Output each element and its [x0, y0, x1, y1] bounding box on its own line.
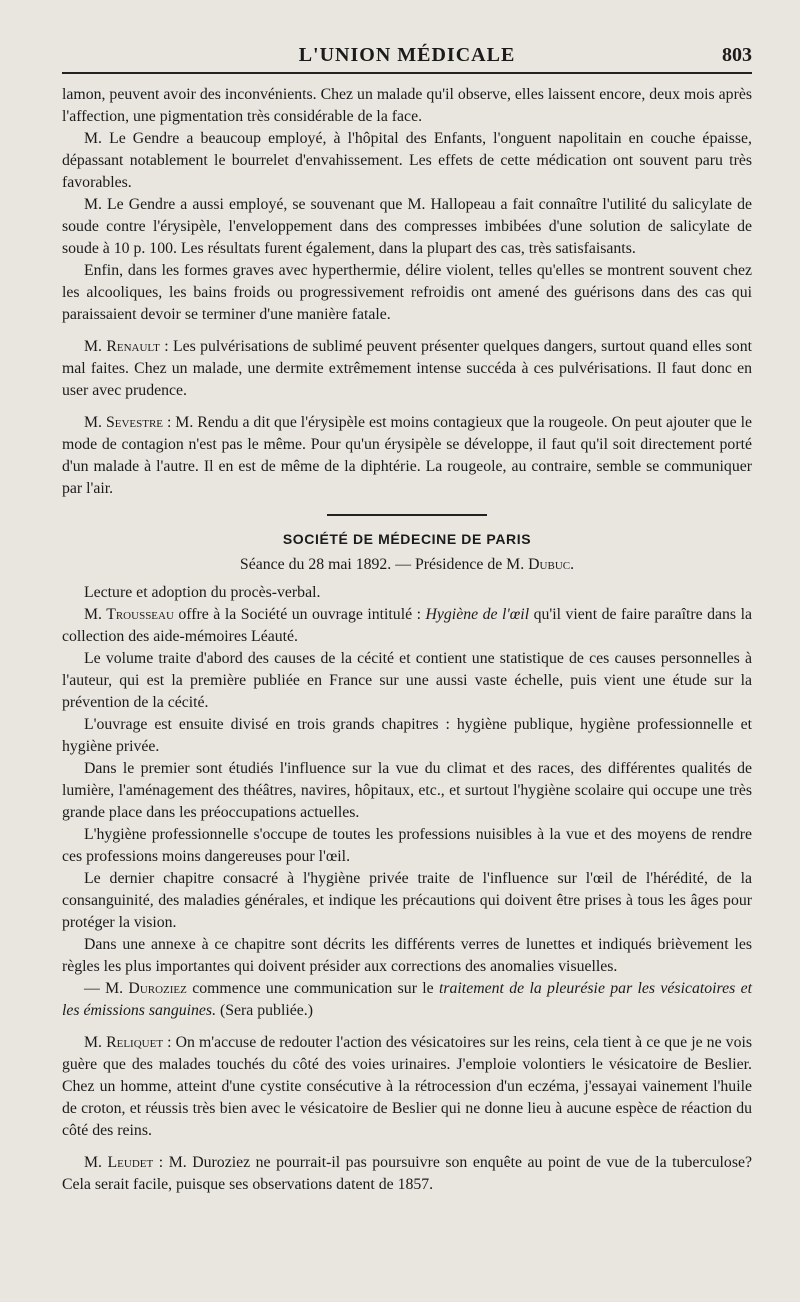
paragraph: M. Le Gendre a beaucoup employé, à l'hôpital des Enfants, l'onguent napolitain en couche épaisse, dépassant notablement le bourrelet d'envahissement. Les effets de cette médication ont souvent paru très favorables.: [62, 130, 752, 191]
paragraph: Enfin, dans les formes graves avec hyperthermie, délire violent, telles qu'elles se montrent souvent chez les alcooliques, les bains froids ou progressivement refroidis ont amené des guérisons dans des cas qui paraissaient devoir se terminer d'une manière fatale.: [62, 262, 752, 323]
paragraph: L'ouvrage est ensuite divisé en trois grands chapitres : hygiène publique, hygiène professionnelle et hygiène privée.: [62, 716, 752, 755]
speaker-name: M. Renault :: [84, 338, 169, 355]
section-title: SOCIÉTÉ DE MÉDECINE DE PARIS: [282, 531, 532, 547]
paragraph: Le volume traite d'abord des causes de la cécité et contient une statistique de ces causes personnelles à l'auteur, qui est la première publiée en France sur une aussi vaste échelle, puis vient une étude sur la prévention de la cécité.: [62, 650, 752, 711]
paragraph: Dans une annexe à ce chapitre sont décrits les différents verres de lunettes et indiqués brièvement les règles les plus importantes qui doivent présider aux corrections des anomalies visuelles.: [62, 936, 752, 975]
session-text: Séance du 28 mai 1892. — Présidence de M.: [239, 556, 529, 573]
speech-text: M. Rendu a dit que l'érysipèle est moins contagieux que la rougeole. On peut ajouter que le mode de contagion n'est pas le même. Pour qu'un érysipèle se développe, il faut qu'il soit directement porté d'un malade à l'autre. Il en est de même de la diphtérie. La rougeole, au contraire, semble se communiquer par l'air.: [62, 414, 753, 497]
paragraph: Dans le premier sont étudiés l'influence sur la vue du climat et des races, des différentes qualités de lumière, l'aménagement des théâtres, navires, hôpitaux, etc., et surtout l'hygiène scolaire qui occupe une très grande place dans les préoccupations actuelles.: [62, 760, 752, 821]
president-name: Dubuc: [528, 556, 571, 573]
speech-text: commence une communication sur le: [186, 980, 439, 997]
paragraph: M. Le Gendre a aussi employé, se souvenant que M. Hallopeau a fait connaître l'utilité du salicylate de soude contre l'érysipèle, l'enveloppement dans des compresses imbibées d'une solution de salicylate de soude à 10 p. 100. Les résultats furent également, dans la plupart des cas, très satisfaisants.: [62, 196, 752, 257]
speaker-name: M. Trousseau: [84, 606, 174, 623]
minutes-paragraph: Lecture et adoption du procès-verbal.: [84, 584, 321, 601]
speaker-name: M. Sevestre :: [84, 414, 172, 431]
speaker-name: M. Reliquet :: [84, 1034, 172, 1051]
leudet-paragraph: [62, 1152, 752, 1196]
session-line: [62, 554, 752, 576]
speech-text: Les pulvérisations de sublimé peuvent présenter quelques dangers, surtout quand elles sont mal faites. Chez un malade, une dermite extrêmement intense succéda à ces pulvérisations. Il faut donc en user avec prudence.: [62, 338, 752, 399]
paragraph: L'hygiène professionnelle s'occupe de toutes les professions nuisibles à la vue et des moyens de rendre ces professions moins dangereuses pour l'œil.: [62, 826, 752, 865]
dash-prefix: — M.: [84, 980, 129, 997]
speech-text: M. Duroziez ne pourrait-il pas poursuivre son enquête au point de vue de la tuberculose? Cela serait facile, puisque ses observations datent de 1857.: [62, 1154, 752, 1193]
speaker-name: M. Leudet :: [84, 1154, 164, 1171]
trousseau-paragraph: [62, 604, 752, 648]
renault-paragraph: [62, 336, 752, 402]
paragraph: Le dernier chapitre consacré à l'hygiène privée traite de l'influence sur l'œil de l'hérédité, de la consanguinité, des maladies générales, et indique les précautions qui doivent être prises à tous les âges pour protéger la vision.: [62, 870, 752, 931]
reliquet-paragraph: [62, 1032, 752, 1142]
running-title: L'UNION MÉDICALE: [298, 44, 516, 66]
page-number: 803: [722, 44, 752, 66]
book-title: Hygiène de l'œil: [425, 606, 530, 623]
speech-text: qu'il vient de faire paraître dans la collection des aide-mémoires Léauté.: [62, 606, 752, 645]
page-header: [62, 38, 752, 74]
paragraph: lamon, peuvent avoir des inconvénients. Chez un malade qu'il observe, elles laissent encore, deux mois après l'affection, une pigmentation très considérable de la face.: [62, 86, 752, 125]
speech-text: (Sera publiée.): [216, 1002, 313, 1019]
duroziez-paragraph: [62, 978, 752, 1022]
session-suffix: .: [570, 556, 575, 573]
sevestre-paragraph: [62, 412, 752, 500]
speaker-name: Duroziez: [128, 980, 187, 997]
speech-text: offre à la Société un ouvrage intitulé :: [173, 606, 426, 623]
communication-title: traitement de la pleurésie par les vésicatoires et les émissions sanguines.: [62, 980, 752, 1019]
speech-text: On m'accuse de redouter l'action des vésicatoires sur les reins, cela tient à ce que je ne vois guère que des malades touchés du côté des voies urinaires. J'emploie volontiers le vésicatoire de Beslier. Chez un homme, atteint d'une cystite consécutive à la rétrocession d'un eczéma, j'essayai vainement l'huile de croton, et réussis très bien avec le vésicatoire de Beslier qui ne donne lieu à aucune espèce de réaction du côté des reins.: [62, 1034, 752, 1139]
section-divider: [327, 514, 487, 516]
article-body: [62, 84, 752, 1196]
